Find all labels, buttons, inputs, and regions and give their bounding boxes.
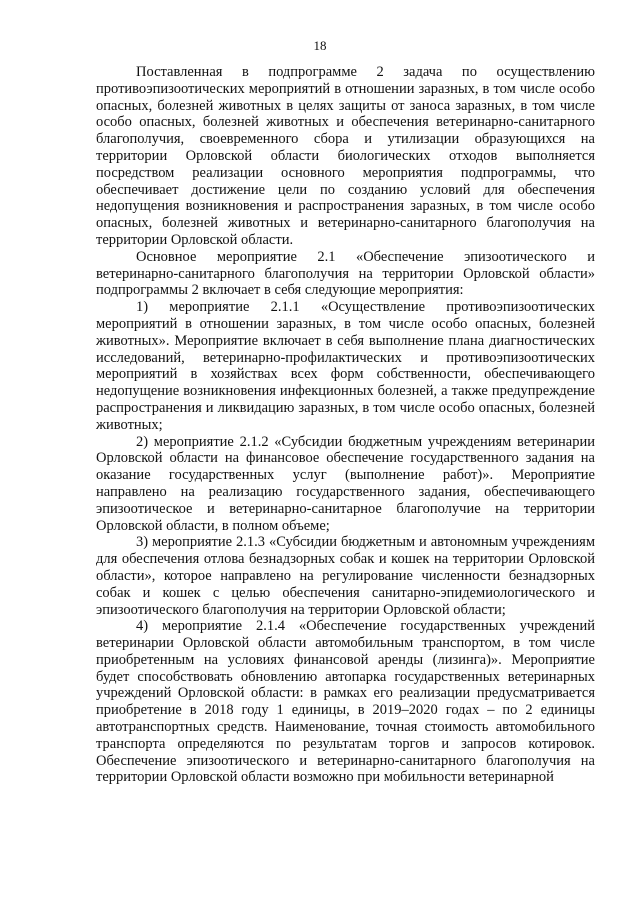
page-number: 18 [313, 38, 327, 53]
paragraph-activity-2-1-1: 1) мероприятие 2.1.1 «Осуществление противоэпизоотических мероприятий в отношении заразных, в том числе особо опасных, болезней животных». Мероприятие включает в себя выполнение плана диагностических исследований, ветеринарно-профилактических и противоэпизоотических мероприятий в хозяйствах всех форм собственности, обеспечивающего недопущение возникновения инфекционных болезней, а также предупреждение распространения и ликвидацию заразных, в том числе особо опасных, болезней животных; [96, 299, 595, 433]
paragraph-activity-2-1-4: 4) мероприятие 2.1.4 «Обеспечение государственных учреждений ветеринарии Орловской области автомобильным транспортом, в том числе приобретенным на условиях финансовой аренды (лизинга)». Мероприятие будет способствовать обновлению автопарка государственных ветеринарных учреждений Орловской области: в рамках его реализации предусматривается приобретение в 2018 году 1 единицы, в 2019–2020 годах – по 2 единицы автотранспортных средств. Наименование, точная стоимость автомобильного транспорта определяются по результатам торгов и запросов котировок. Обеспечение эпизоотического и ветеринарно-санитарного благополучия на территории Орловской области возможно при мобильности ветеринарной [96, 618, 595, 786]
paragraph-subprogram-task: Поставленная в подпрограмме 2 задача по осуществлению противоэпизоотических мероприятий в отношении заразных, в том числе особо опасных, болезней животных в целях защиты от заноса заразных, в том числе особо опасных, болезней животных и обеспечения ветеринарно-санитарного благополучия, своевременного сбора и утилизации образующихся на территории Орловской области биологических отходов выполняется посредством реализации основного мероприятия подпрограммы, что обеспечивает достижение цели по созданию условий для обеспечения недопущения возникновения и распространения заразных, в том числе особо опасных, болезней животных и ветеринарно-санитарного благополучия на территории Орловской области. [96, 64, 595, 248]
paragraph-activity-2-1-2: 2) мероприятие 2.1.2 «Субсидии бюджетным учреждениям ветеринарии Орловской области на финансовое обеспечение государственного задания на оказание государственных услуг (выполнение работ)». Мероприятие направлено на реализацию государственного задания, обеспечивающего эпизоотическое и ветеринарно-санитарное благополучие на территории Орловской области, в полном объеме; [96, 433, 595, 534]
paragraph-main-activity: Основное мероприятие 2.1 «Обеспечение эпизоотического и ветеринарно-санитарного благополучия на территории Орловской области» подпрограммы 2 включает в себя следующие мероприятия: [96, 248, 595, 299]
paragraph-activity-2-1-3: 3) мероприятие 2.1.3 «Субсидии бюджетным и автономным учреждениям для обеспечения отлова безнадзорных собак и кошек на территории Орловской области», которое направлено на регулирование численности безнадзорных собак и кошек с целью обеспечения санитарно-эпидемиологического и эпизоотического благополучия на территории Орловской области; [96, 534, 595, 618]
document-body [96, 64, 595, 786]
